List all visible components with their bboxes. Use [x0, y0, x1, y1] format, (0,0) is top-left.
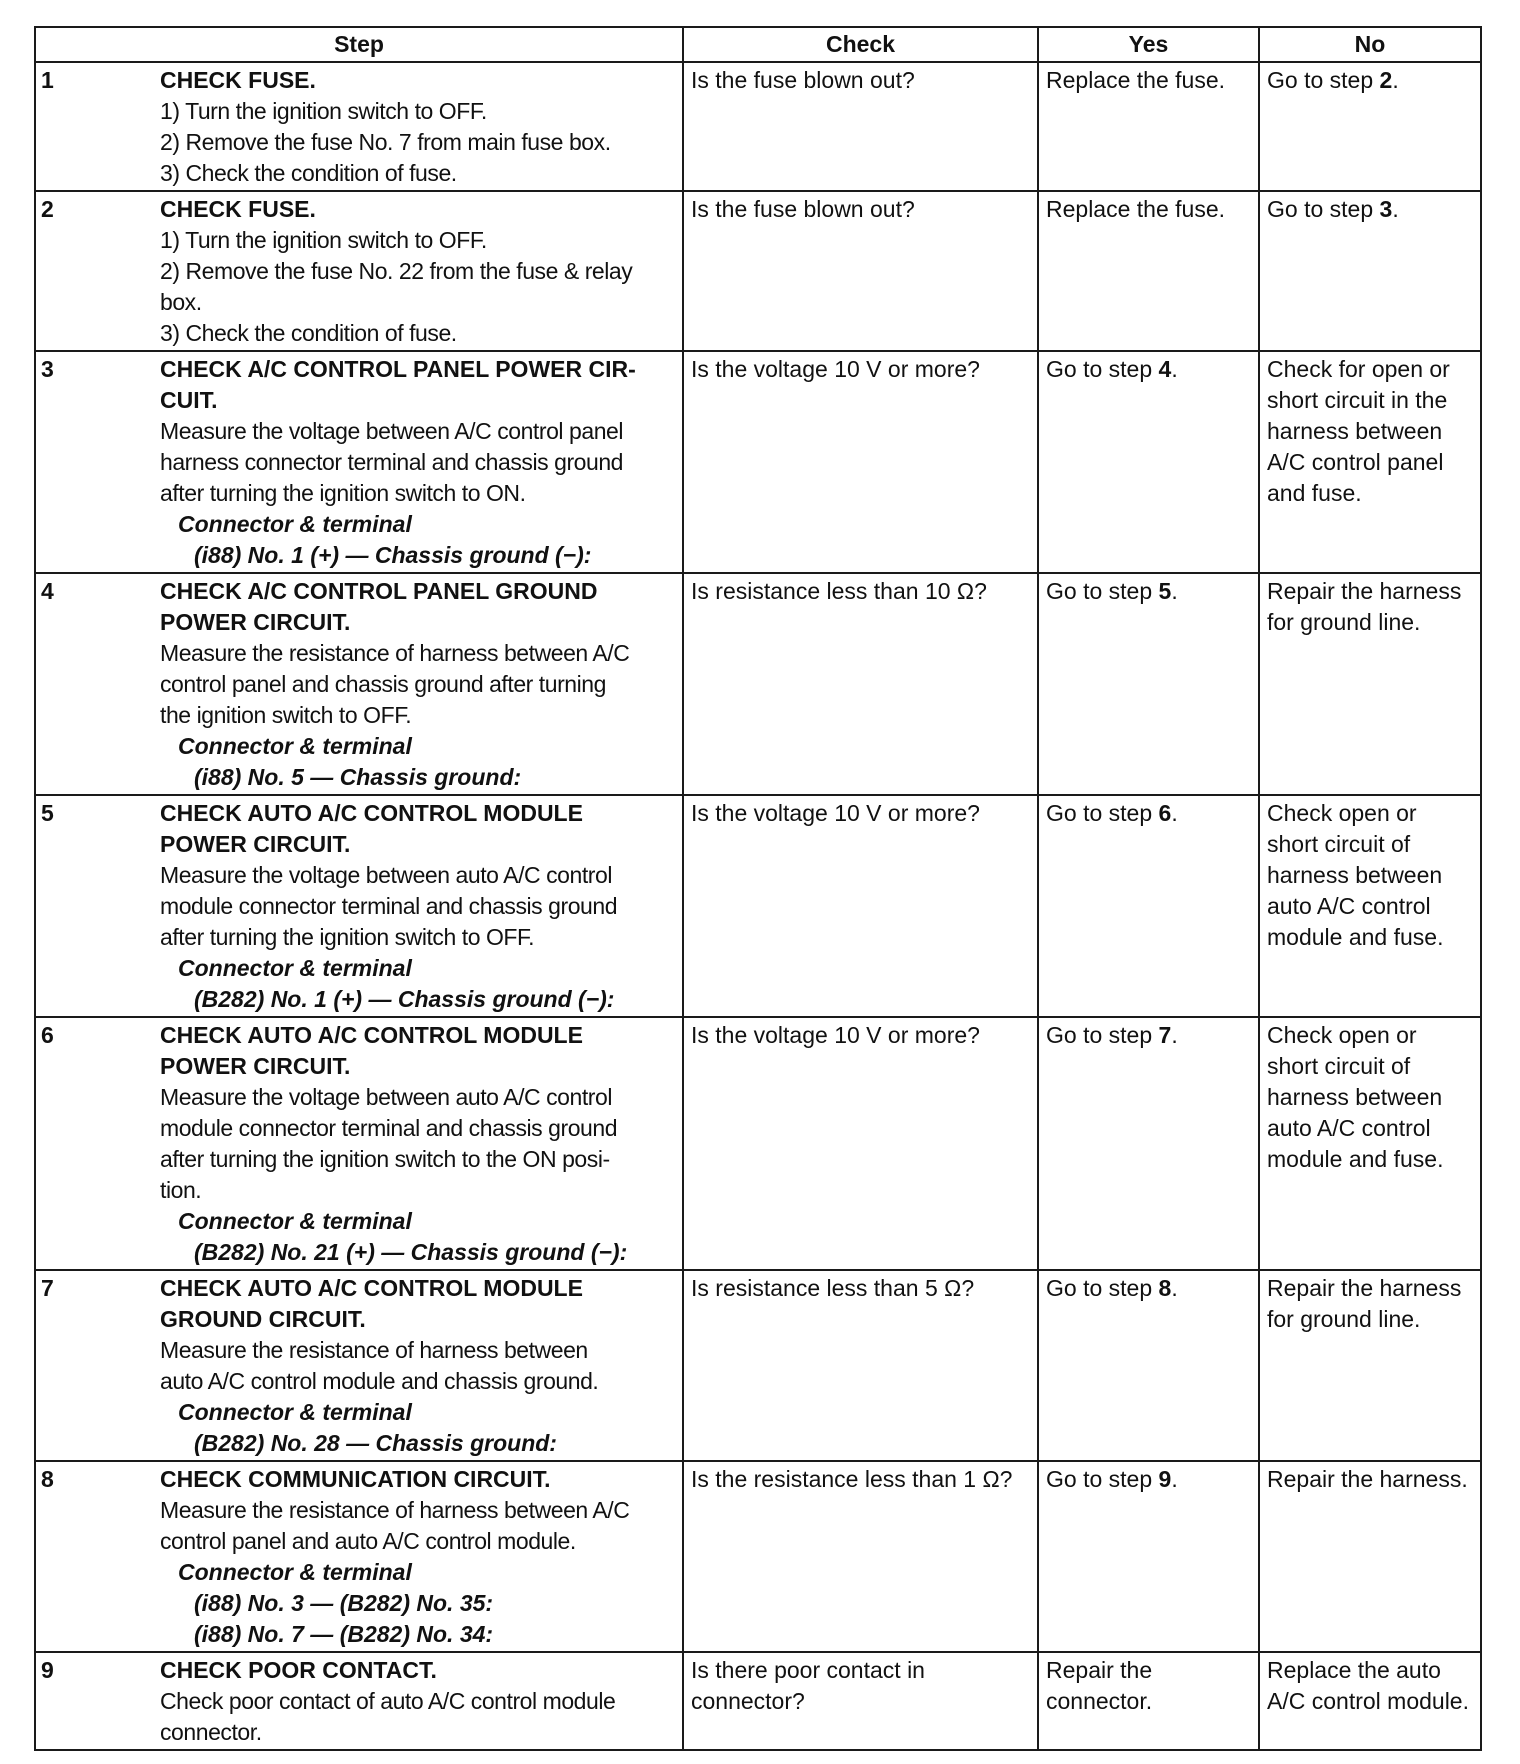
- connector-terminal: (B282) No. 1 (+) — Chassis ground (−):: [194, 986, 615, 1012]
- table-row: [35, 191, 1481, 351]
- step-instruction: Measure the resistance of harness between A/C: [160, 1497, 630, 1523]
- step-instruction: connector.: [160, 1719, 262, 1745]
- table-row: [35, 1270, 1481, 1461]
- yes-text: Go to step: [1046, 1466, 1159, 1492]
- connector-terminal: (i88) No. 1 (+) — Chassis ground (−):: [194, 542, 592, 568]
- step-title: CHECK AUTO A/C CONTROL MODULE: [160, 800, 583, 826]
- yes-step-number: 6: [1158, 800, 1172, 826]
- step-grid: [36, 798, 676, 1015]
- no-cell: Check for open or short circuit in the harness between A/C control panel and fuse.: [1259, 351, 1481, 573]
- step-cell: [35, 1461, 683, 1652]
- step-title: CHECK FUSE.: [160, 196, 316, 222]
- no-cell: Replace the auto A/C control module.: [1259, 1652, 1481, 1750]
- step-grid: [36, 1464, 676, 1650]
- check-cell: Is the voltage 10 V or more?: [683, 1017, 1038, 1270]
- step-instruction: Check poor contact of auto A/C control module: [160, 1688, 616, 1714]
- step-title: CHECK COMMUNICATION CIRCUIT.: [160, 1466, 551, 1492]
- diagnostic-procedure-sheet: [34, 26, 1482, 1751]
- step-instruction: 2) Remove the fuse No. 22 from the fuse & relay: [160, 258, 633, 284]
- check-cell: Is the voltage 10 V or more?: [683, 351, 1038, 573]
- yes-cell: [1038, 795, 1259, 1017]
- yes-cell: [1038, 1461, 1259, 1652]
- step-title: GROUND CIRCUIT.: [160, 1306, 366, 1332]
- check-cell: Is there poor contact in connector?: [683, 1652, 1038, 1750]
- check-cell: Is resistance less than 10 Ω?: [683, 573, 1038, 795]
- table-row: [35, 1017, 1481, 1270]
- step-instruction: box.: [160, 289, 202, 315]
- step-content: [160, 798, 676, 1015]
- diagnostic-table: [34, 26, 1482, 1751]
- yes-cell: Replace the fuse.: [1038, 191, 1259, 351]
- table-row: [35, 1652, 1481, 1750]
- yes-text: Go to step: [1046, 1275, 1159, 1301]
- step-instruction: Measure the voltage between auto A/C control: [160, 1084, 612, 1110]
- step-cell: [35, 1017, 683, 1270]
- yes-step-number: 4: [1158, 356, 1172, 382]
- step-title: CHECK A/C CONTROL PANEL GROUND: [160, 578, 598, 604]
- step-number: 5: [41, 800, 54, 826]
- step-instruction: auto A/C control module and chassis ground.: [160, 1368, 599, 1394]
- step-content: [160, 1020, 676, 1268]
- connector-terminal: (B282) No. 28 — Chassis ground:: [194, 1430, 557, 1456]
- no-text: Go to step: [1267, 67, 1380, 93]
- no-cell: Repair the harness for ground line.: [1259, 573, 1481, 795]
- header-check: Check: [683, 27, 1038, 62]
- no-text: Go to step: [1267, 196, 1380, 222]
- step-number: 9: [41, 1657, 54, 1683]
- step-cell: [35, 1652, 683, 1750]
- check-cell: Is resistance less than 5 Ω?: [683, 1270, 1038, 1461]
- step-content: [160, 576, 676, 793]
- step-title: CHECK A/C CONTROL PANEL POWER CIR-: [160, 356, 636, 382]
- yes-step-number: 5: [1158, 578, 1172, 604]
- step-instruction: after turning the ignition switch to OFF.: [160, 924, 535, 950]
- yes-cell: [1038, 573, 1259, 795]
- step-grid: [36, 65, 676, 189]
- table-header-row: [35, 27, 1481, 62]
- header-yes: Yes: [1038, 27, 1259, 62]
- step-cell: [35, 1270, 683, 1461]
- step-content: [160, 65, 676, 189]
- step-title: POWER CIRCUIT.: [160, 1053, 351, 1079]
- no-cell: Repair the harness for ground line.: [1259, 1270, 1481, 1461]
- step-content: [160, 1655, 676, 1748]
- table-body: [35, 62, 1481, 1750]
- header-step: Step: [35, 27, 683, 62]
- step-number: 7: [41, 1275, 54, 1301]
- yes-step-number: 7: [1158, 1022, 1172, 1048]
- step-title: POWER CIRCUIT.: [160, 609, 351, 635]
- step-title: CUIT.: [160, 387, 218, 413]
- step-number: 2: [41, 196, 54, 222]
- yes-punct: .: [1171, 578, 1178, 604]
- step-instruction: 1) Turn the ignition switch to OFF.: [160, 98, 487, 124]
- no-step-number: 3: [1379, 196, 1393, 222]
- step-instruction: control panel and chassis ground after turning: [160, 671, 606, 697]
- no-punct: .: [1392, 196, 1399, 222]
- connector-terminal: (i88) No. 7 — (B282) No. 34:: [194, 1621, 494, 1647]
- yes-punct: .: [1171, 1466, 1178, 1492]
- step-instruction: after turning the ignition switch to the ON posi-: [160, 1146, 610, 1172]
- yes-cell: [1038, 1017, 1259, 1270]
- connector-label: Connector & terminal: [178, 733, 412, 759]
- step-instruction: Measure the resistance of harness between: [160, 1337, 588, 1363]
- step-grid: [36, 1655, 676, 1748]
- step-cell: [35, 351, 683, 573]
- no-punct: .: [1392, 67, 1399, 93]
- step-title: CHECK POOR CONTACT.: [160, 1657, 437, 1683]
- step-number: 4: [41, 578, 54, 604]
- step-number: 3: [41, 356, 54, 382]
- no-cell: [1259, 62, 1481, 191]
- step-title: CHECK AUTO A/C CONTROL MODULE: [160, 1022, 583, 1048]
- step-cell: [35, 795, 683, 1017]
- check-cell: Is the resistance less than 1 Ω?: [683, 1461, 1038, 1652]
- connector-terminal: (B282) No. 21 (+) — Chassis ground (−):: [194, 1239, 628, 1265]
- step-title: POWER CIRCUIT.: [160, 831, 351, 857]
- step-instruction: Measure the voltage between A/C control panel: [160, 418, 624, 444]
- step-instruction: after turning the ignition switch to ON.: [160, 480, 526, 506]
- check-cell: Is the fuse blown out?: [683, 191, 1038, 351]
- step-instruction: 3) Check the condition of fuse.: [160, 320, 457, 346]
- connector-label: Connector & terminal: [178, 1208, 412, 1234]
- step-content: [160, 354, 676, 571]
- step-title: CHECK AUTO A/C CONTROL MODULE: [160, 1275, 583, 1301]
- step-instruction: module connector terminal and chassis ground: [160, 893, 618, 919]
- no-cell: Check open or short circuit of harness between auto A/C control module and fuse.: [1259, 1017, 1481, 1270]
- table-row: [35, 573, 1481, 795]
- step-grid: [36, 1020, 676, 1268]
- yes-punct: .: [1171, 1275, 1178, 1301]
- yes-punct: .: [1171, 1022, 1178, 1048]
- step-title: CHECK FUSE.: [160, 67, 316, 93]
- connector-terminal: (i88) No. 3 — (B282) No. 35:: [194, 1590, 494, 1616]
- connector-label: Connector & terminal: [178, 1399, 412, 1425]
- step-content: [160, 194, 676, 349]
- step-instruction: Measure the voltage between auto A/C control: [160, 862, 612, 888]
- step-instruction: 3) Check the condition of fuse.: [160, 160, 457, 186]
- step-number: 6: [41, 1022, 54, 1048]
- connector-label: Connector & terminal: [178, 511, 412, 537]
- connector-label: Connector & terminal: [178, 955, 412, 981]
- step-cell: [35, 573, 683, 795]
- step-grid: [36, 576, 676, 793]
- yes-punct: .: [1171, 800, 1178, 826]
- step-instruction: Measure the resistance of harness between A/C: [160, 640, 630, 666]
- step-instruction: harness connector terminal and chassis ground: [160, 449, 624, 475]
- yes-step-number: 8: [1158, 1275, 1172, 1301]
- no-cell: [1259, 191, 1481, 351]
- yes-text: Go to step: [1046, 800, 1159, 826]
- check-cell: Is the fuse blown out?: [683, 62, 1038, 191]
- yes-text: Go to step: [1046, 356, 1159, 382]
- yes-cell: [1038, 351, 1259, 573]
- connector-terminal: (i88) No. 5 — Chassis ground:: [194, 764, 522, 790]
- step-number: 1: [41, 67, 54, 93]
- step-cell: [35, 191, 683, 351]
- table-row: [35, 62, 1481, 191]
- step-grid: [36, 1273, 676, 1459]
- no-cell: Repair the harness.: [1259, 1461, 1481, 1652]
- step-grid: [36, 354, 676, 571]
- connector-label: Connector & terminal: [178, 1559, 412, 1585]
- check-cell: Is the voltage 10 V or more?: [683, 795, 1038, 1017]
- table-row: [35, 1461, 1481, 1652]
- step-content: [160, 1273, 676, 1459]
- step-grid: [36, 194, 676, 349]
- header-no: No: [1259, 27, 1481, 62]
- yes-text: Go to step: [1046, 1022, 1159, 1048]
- yes-cell: Replace the fuse.: [1038, 62, 1259, 191]
- step-number: 8: [41, 1466, 54, 1492]
- no-cell: Check open or short circuit of harness between auto A/C control module and fuse.: [1259, 795, 1481, 1017]
- step-instruction: module connector terminal and chassis ground: [160, 1115, 618, 1141]
- yes-step-number: 9: [1158, 1466, 1172, 1492]
- step-cell: [35, 62, 683, 191]
- yes-cell: Repair the connector.: [1038, 1652, 1259, 1750]
- step-instruction: 2) Remove the fuse No. 7 from main fuse box.: [160, 129, 611, 155]
- table-row: [35, 351, 1481, 573]
- step-instruction: 1) Turn the ignition switch to OFF.: [160, 227, 487, 253]
- no-step-number: 2: [1379, 67, 1393, 93]
- table-row: [35, 795, 1481, 1017]
- step-instruction: the ignition switch to OFF.: [160, 702, 412, 728]
- yes-punct: .: [1171, 356, 1178, 382]
- step-instruction: tion.: [160, 1177, 202, 1203]
- yes-text: Go to step: [1046, 578, 1159, 604]
- step-instruction: control panel and auto A/C control module.: [160, 1528, 576, 1554]
- yes-cell: [1038, 1270, 1259, 1461]
- step-content: [160, 1464, 676, 1650]
